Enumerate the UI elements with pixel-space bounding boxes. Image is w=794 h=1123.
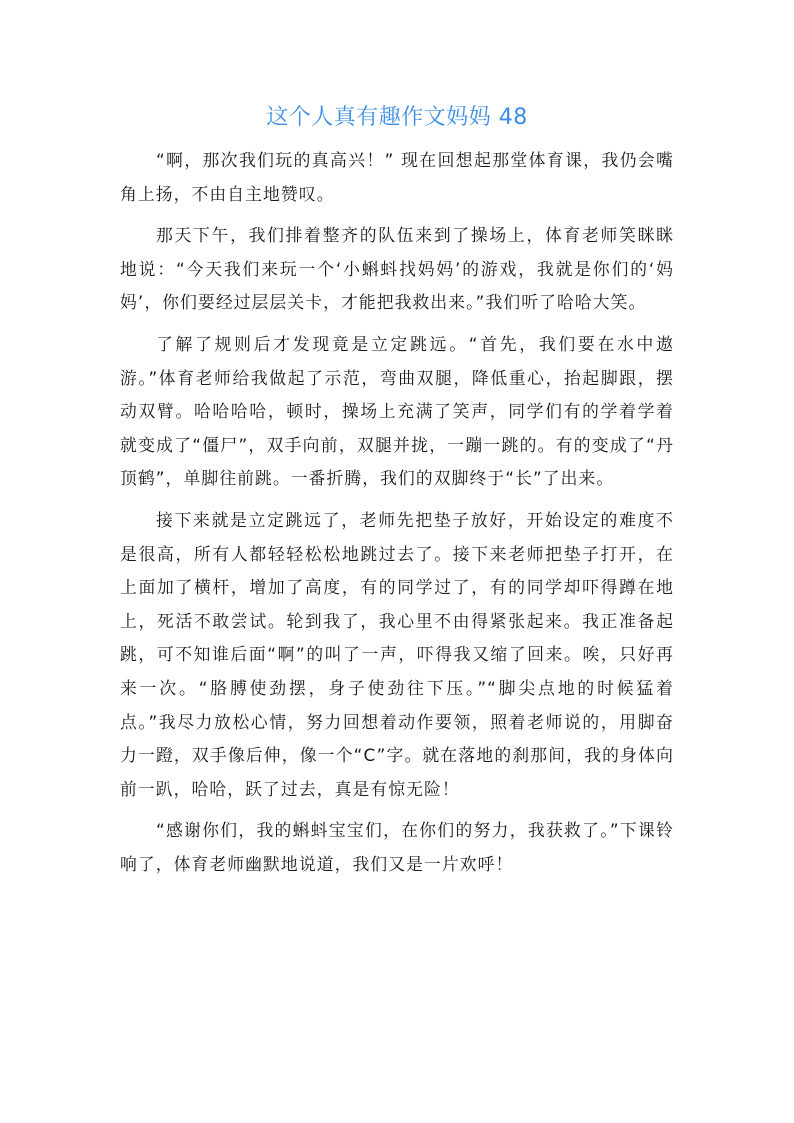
document-body	[120, 144, 674, 889]
paragraph-4: 接下来就是立定跳远了，老师先把垫子放好，开始设定的难度不是很高，所有人都轻轻松松地跳过去了。接下来老师把垫子打开，在上面加了横杆，增加了高度，有的同学过了，有的同学却吓得蹲在地上，死活不敢尝试。轮到我了，我心里不由得紧张起来。我正准备起跳，可不知谁后面“啊”的叫了一声，吓得我又缩了回来。唉，只好再来一次。“胳膊使劲摆，身子使劲往下压。”“脚尖点地的时候猛着点。”我尽力放松心情，努力回想着动作要领，照着老师说的，用脚奋力一蹬，双手像后伸，像一个“C”字。就在落地的刹那间，我的身体向前一趴，哈哈，跃了过去，真是有惊无险！	[120, 509, 674, 799]
paragraph-3: 了解了规则后才发现竟是立定跳远。“首先，我们要在水中遨游。”体育老师给我做起了示范，弯曲双腿，降低重心，抬起脚跟，摆动双臂。哈哈哈哈，顿时，操场上充满了笑声，同学们有的学着学着就变成了“僵尸”，双手向前，双腿并拢，一蹦一跳的。有的变成了“丹顶鹤”，单脚往前跳。一番折腾，我们的双脚终于“长”了出来。	[120, 333, 674, 489]
paragraph-1: “啊，那次我们玩的真高兴！” 现在回想起那堂体育课，我仍会嘴角上扬，不由自主地赞叹。	[120, 150, 674, 204]
document-title: 这个人真有趣作文妈妈 48	[266, 105, 528, 130]
paragraph-5: “感谢你们，我的蝌蚪宝宝们，在你们的努力，我获救了。”下课铃响了，体育老师幽默地说道，我们又是一片欢呼！	[120, 820, 674, 874]
paragraph-2: 那天下午，我们排着整齐的队伍来到了操场上，体育老师笑眯眯地说：“今天我们来玩一个‘小蝌蚪找妈妈’的游戏，我就是你们的‘妈妈’，你们要经过层层关卡，才能把我救出来。”我们听了哈哈大笑。	[120, 225, 674, 313]
